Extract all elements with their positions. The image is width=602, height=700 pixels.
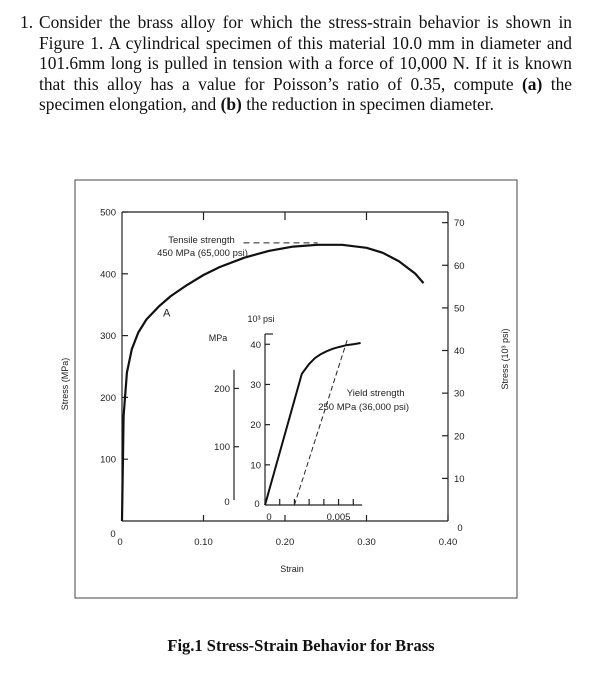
problem-text-2: the specimen elongation, and	[39, 73, 572, 115]
y-tick-label-left: 100	[100, 454, 116, 466]
y-tick-label-left: 200	[100, 392, 116, 404]
y-origin-label: 0	[110, 529, 116, 540]
tensile-strength-value: 450 MPa (65,000 psi)	[157, 248, 248, 259]
x-origin-label: 0	[117, 537, 123, 548]
inset-ksi-tick-label: 20	[250, 420, 261, 432]
yield-strength-label: Yield strength	[346, 388, 405, 399]
inset-x-tick-label: 0.005	[326, 512, 351, 523]
inset-mpa-tick-label: 200	[214, 383, 230, 395]
y-axis-title-right: Stress (10³ psi)	[500, 328, 510, 390]
y-tick-label-right: 20	[454, 431, 465, 443]
inset-offset-line	[294, 339, 347, 505]
y-tick-label-right: 60	[454, 260, 465, 272]
x-tick-label: 0.20	[275, 537, 295, 548]
inset-mpa-label: MPa	[208, 333, 228, 343]
x-tick-label: 0.10	[194, 537, 213, 548]
part-b-label: (b)	[220, 94, 242, 115]
point-a-label: A	[163, 307, 171, 320]
inset-ksi-tick-label: 40	[250, 339, 261, 351]
inset-ksi-label: 10³ psi	[247, 314, 275, 324]
y-origin-label-right: 0	[457, 523, 463, 534]
x-tick-label: 0.30	[357, 537, 376, 548]
yield-strength-value: 250 MPa (36,000 psi)	[318, 402, 410, 413]
inset-ksi-tick-label: 10	[250, 460, 261, 472]
part-a-label: (a)	[522, 73, 543, 94]
y-tick-label-right: 40	[454, 346, 465, 358]
inset-ksi-origin-label: 0	[254, 499, 260, 510]
inset-ksi-tick-label: 30	[250, 379, 261, 391]
y-axis-title-left: Stress (MPa)	[60, 357, 70, 411]
inset-stress-strain-curve	[265, 343, 361, 505]
tensile-strength-label: Tensile strength	[168, 235, 235, 246]
x-axis-title: Strain	[280, 564, 304, 574]
inset-mpa-origin-label: 0	[224, 497, 230, 508]
problem-text-3: the reduction in specimen diameter.	[241, 94, 494, 115]
y-tick-label-right: 30	[454, 388, 465, 400]
figure-caption: Fig.1 Stress-Strain Behavior for Brass	[167, 636, 435, 655]
inset-mpa-tick-label: 100	[214, 442, 230, 454]
y-tick-label-left: 500	[100, 207, 116, 219]
problem-text-1: Consider the brass alloy for which the stress-strain behavior is shown in Figure 1. A cylindrical specimen of this material 10.0 mm in diameter and 101.6mm long is pulled in tension with a force of 10,000 N. If it is known that this alloy has a value for Poisson’s ratio of 0.35, compute	[39, 12, 572, 94]
problem-number: 1.	[20, 12, 34, 32]
inset-x-origin-label: 0	[266, 512, 272, 523]
y-tick-label-left: 400	[100, 269, 116, 281]
y-tick-label-left: 300	[100, 331, 116, 343]
x-tick-label: 0.40	[438, 537, 458, 548]
y-tick-label-right: 10	[454, 473, 465, 485]
y-tick-label-right: 70	[454, 218, 465, 230]
y-tick-label-right: 50	[454, 303, 465, 315]
